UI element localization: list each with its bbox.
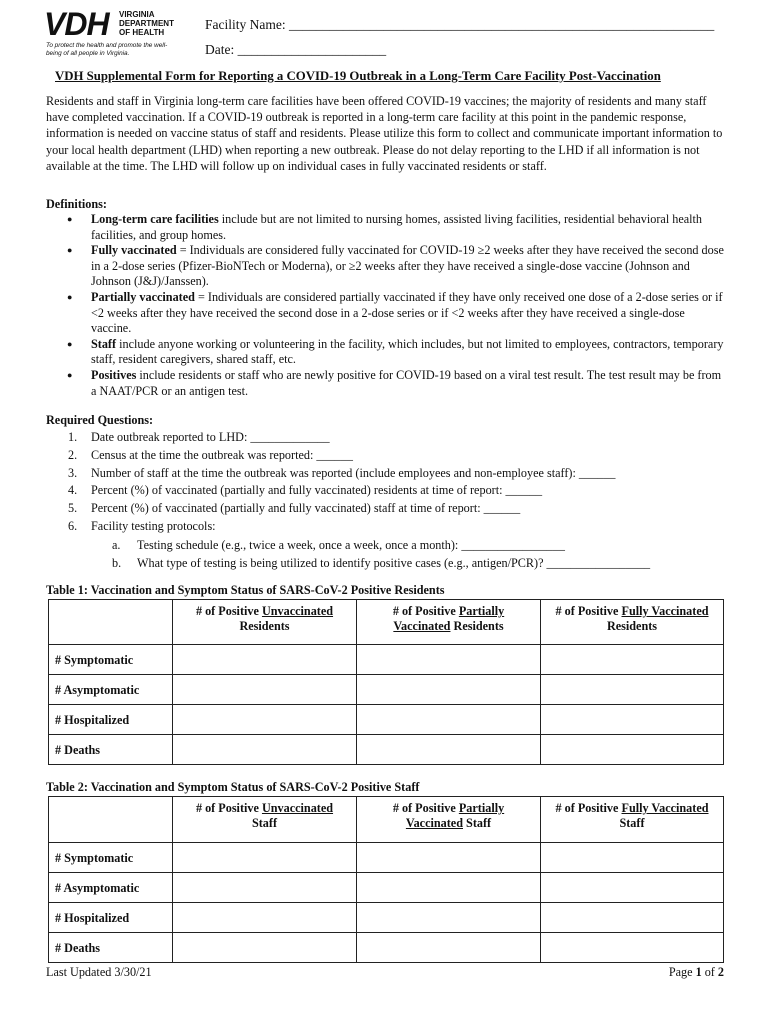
facility-name-blank[interactable]: _______________________________________________________________: [288, 17, 715, 32]
table-row: [49, 873, 724, 903]
table1-title: Table 1: Vaccination and Symptom Status of SARS-CoV-2 Positive Residents: [46, 583, 445, 597]
input-cell[interactable]: [541, 705, 724, 735]
question-item[interactable]: 2. Census at the time the outbreak was reported: ______: [68, 447, 353, 462]
input-cell[interactable]: [173, 645, 357, 675]
definitions-heading: Definitions:: [46, 197, 107, 211]
form-title: VDH Supplemental Form for Reporting a COVID-19 Outbreak in a Long-Term Care Facility Post-Vaccination: [55, 69, 661, 83]
table2-title: Table 2: Vaccination and Symptom Status of SARS-CoV-2 Positive Staff: [46, 780, 420, 794]
date-label: Date:: [205, 42, 235, 57]
table-header-row: [49, 600, 724, 645]
question-item[interactable]: 3. Number of staff at the time the outbreak was reported (include employees and non-employee staff): ______: [68, 465, 616, 480]
table-row: [49, 735, 724, 765]
input-cell[interactable]: [357, 735, 541, 765]
row-label-hospitalized: # Hospitalized: [49, 705, 173, 735]
col-fully-vaccinated-staff: # of Positive Fully Vaccinated Staff: [541, 797, 724, 843]
vdh-logo: [44, 8, 184, 64]
header-blank-cell: [49, 797, 173, 843]
input-cell[interactable]: [173, 843, 357, 873]
table-row: [49, 843, 724, 873]
input-cell[interactable]: [357, 705, 541, 735]
last-updated: Last Updated 3/30/21: [46, 965, 152, 979]
col-partially-vaccinated-residents: # of Positive Partially Vaccinated Residents: [357, 600, 541, 645]
input-cell[interactable]: [541, 873, 724, 903]
row-label-deaths: # Deaths: [49, 735, 173, 765]
logo-org-name: VIRGINIA DEPARTMENT OF HEALTH: [119, 10, 174, 37]
row-label-symptomatic: # Symptomatic: [49, 843, 173, 873]
question-item[interactable]: 1. Date outbreak reported to LHD: _____________: [68, 430, 330, 444]
input-cell[interactable]: [357, 933, 541, 963]
question-item[interactable]: 4. Percent (%) of vaccinated (partially and fully vaccinated) residents at time of report: ______: [68, 483, 543, 498]
table-row: [49, 645, 724, 675]
input-cell[interactable]: [541, 843, 724, 873]
input-cell[interactable]: [173, 873, 357, 903]
input-cell[interactable]: [541, 933, 724, 963]
question-item[interactable]: 5. Percent (%) of vaccinated (partially and fully vaccinated) staff at time of report: ______: [68, 501, 521, 516]
input-cell[interactable]: [357, 903, 541, 933]
table-row: [49, 705, 724, 735]
col-fully-vaccinated-residents: # of Positive Fully Vaccinated Residents: [541, 600, 724, 645]
input-cell[interactable]: [173, 903, 357, 933]
staff-table: [48, 796, 724, 963]
input-cell[interactable]: [173, 675, 357, 705]
row-label-asymptomatic: # Asymptomatic: [49, 675, 173, 705]
subquestion-item[interactable]: b. What type of testing is being utilized to identify positive cases (e.g., antigen/PCR)? _________________: [112, 555, 651, 570]
page-number: Page 1 of 2: [668, 965, 724, 979]
input-cell[interactable]: [357, 645, 541, 675]
row-label-asymptomatic: # Asymptomatic: [49, 873, 173, 903]
definition-item: ● Staff include anyone working or volunteering in the facility, which includes, but not limited to employees, contractors, temporary staff, resident caregivers, shared staff, etc.: [46, 337, 726, 368]
input-cell[interactable]: [541, 645, 724, 675]
input-cell[interactable]: [357, 873, 541, 903]
header-blank-cell: [49, 600, 173, 645]
col-partially-vaccinated-staff: # of Positive Partially Vaccinated Staff: [357, 797, 541, 843]
subquestion-item[interactable]: a. Testing schedule (e.g., twice a week, once a week, once a month): _________________: [112, 537, 565, 552]
questions-list: [46, 429, 726, 572]
intro-paragraph: Residents and staff in Virginia long-term care facilities have been offered COVID-19 vaccines; the majority of residents and many staff have completed vaccination. If a COVID-19 outbreak is reported in a long-term care facility at this point in the pandemic response, information is needed on vaccine status of staff and residents. Please utilize this form to collect and communicate important information to your local health department (LHD) when reporting a new outbreak. Please do not delay reporting to the LHD if all information is not available at the time. The LHD will follow up on individual cases in fully vaccinated residents or staff.: [46, 94, 723, 173]
input-cell[interactable]: [541, 735, 724, 765]
input-cell[interactable]: [173, 933, 357, 963]
definition-item: ● Positives include residents or staff who are newly positive for COVID-19 based on a viral test result. The test result may be from a NAAT/PCR or an antigen test.: [46, 368, 726, 399]
row-label-deaths: # Deaths: [49, 933, 173, 963]
facility-name-field[interactable]: [205, 17, 714, 33]
col-unvaccinated-residents: # of Positive Unvaccinated Residents: [173, 600, 357, 645]
input-cell[interactable]: [541, 675, 724, 705]
testing-subquestions: [91, 536, 726, 572]
input-cell[interactable]: [357, 843, 541, 873]
definition-item: ● Partially vaccinated = Individuals are considered partially vaccinated if they have only received one dose of a 2-dose series or if <2 weeks after they have received the second dose in a 2-dose series or if <2 weeks after they have received a single-dose vaccine.: [46, 290, 726, 337]
row-label-hospitalized: # Hospitalized: [49, 903, 173, 933]
definition-item: ● Long-term care facilities include but are not limited to nursing homes, assisted living facilities, residential behavioral health facilities, and group homes.: [46, 212, 726, 243]
facility-name-label: Facility Name:: [205, 17, 286, 32]
row-label-symptomatic: # Symptomatic: [49, 645, 173, 675]
date-blank[interactable]: ______________________: [237, 42, 387, 57]
input-cell[interactable]: [173, 705, 357, 735]
table-row: [49, 903, 724, 933]
table-header-row: [49, 797, 724, 843]
residents-table: [48, 599, 724, 765]
input-cell[interactable]: [173, 735, 357, 765]
table-row: [49, 933, 724, 963]
question-item: 6. Facility testing protocols: a. Testing schedule (e.g., twice a week, once a week, once a month): _________________ b. What type of testing is being utilized to identify positive cases (e.g., antigen/PCR)? _________________: [46, 518, 726, 572]
questions-heading: Required Questions:: [46, 413, 154, 427]
input-cell[interactable]: [541, 903, 724, 933]
date-field[interactable]: [205, 42, 386, 58]
table-row: [49, 675, 724, 705]
col-unvaccinated-staff: # of Positive Unvaccinated Staff: [173, 797, 357, 843]
definitions-list: [46, 212, 726, 399]
logo-mark: VDH: [44, 6, 109, 42]
logo-tagline: To protect the health and promote the well-being of all people in Virginia.: [46, 42, 168, 57]
definition-item: ● Fully vaccinated = Individuals are considered fully vaccinated for COVID-19 ≥2 weeks after they have received the second dose in a 2-dose series (Pfizer-BioNTech or Moderna), or ≥2 weeks after they have received a single-dose vaccine (Johnson and Johnson (J&J)/Janssen).: [46, 243, 726, 290]
input-cell[interactable]: [357, 675, 541, 705]
